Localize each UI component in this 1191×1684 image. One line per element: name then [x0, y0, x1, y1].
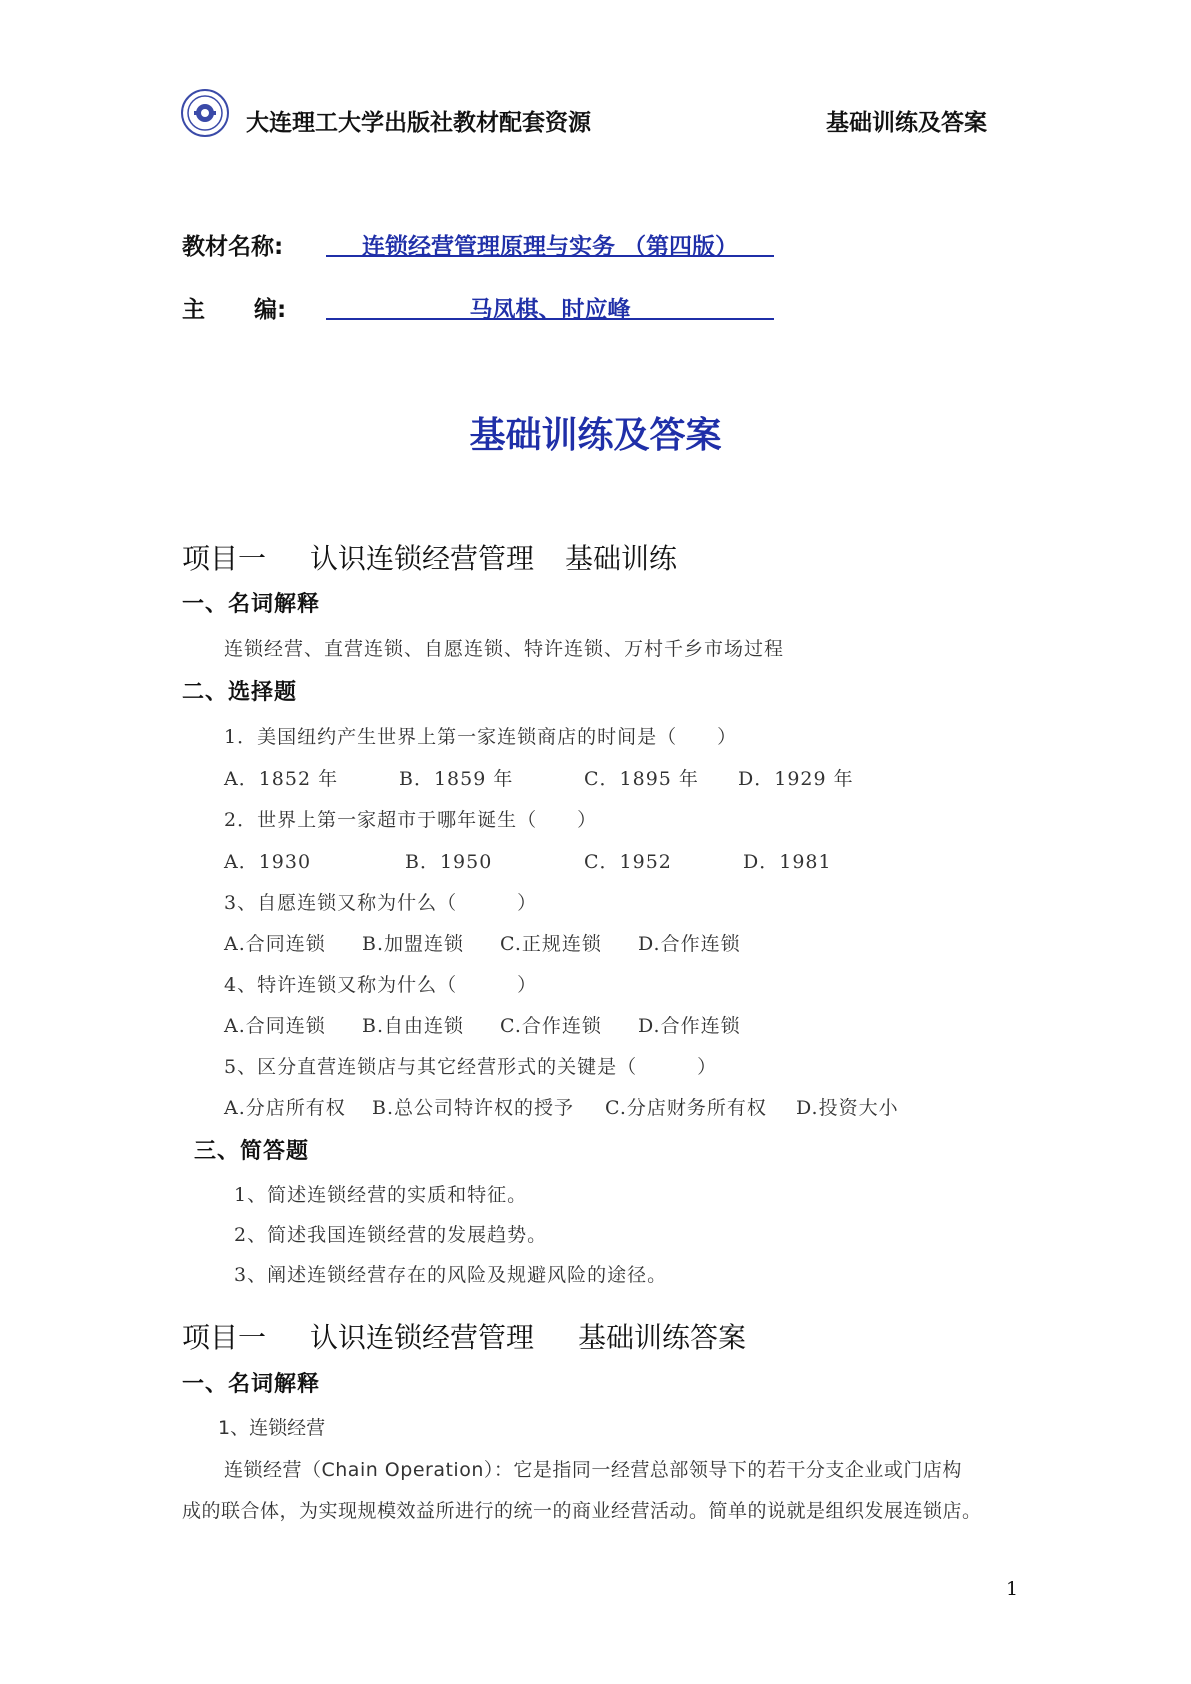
short-answer-heading: 三、简答题	[194, 1138, 310, 1164]
short-question-2: 2、简述我国连锁经营的发展趋势。	[234, 1224, 548, 1246]
terms-text: 连锁经营、直营连锁、自愿连锁、特许连锁、万村千乡市场过程	[224, 638, 785, 660]
q2-option-a: A．1930	[224, 851, 312, 873]
page-title: 基础训练及答案	[469, 415, 722, 456]
textbook-underline	[326, 255, 774, 257]
textbook-title: 连锁经营管理原理与实务 （第四版）	[361, 234, 738, 260]
q4-option-a: A.合同连锁	[224, 1015, 326, 1037]
page-number: 1	[1006, 1578, 1019, 1600]
choice-heading: 二、选择题	[182, 679, 298, 705]
answer-paragraph-line-1: 连锁经营（Chain Operation）：它是指同一经营总部领导下的若干分支企业或门店构	[224, 1459, 962, 1481]
short-question-3: 3、阐述连锁经营存在的风险及规避风险的途径。	[234, 1264, 668, 1286]
q1-option-b: B．1859 年	[399, 768, 514, 790]
question-3: 3、自愿连锁又称为什么（ ）	[224, 892, 538, 914]
q5-option-d: D.投资大小	[796, 1097, 899, 1119]
section1-heading-b: 认识连锁经营管理	[310, 542, 535, 575]
section2-heading-a: 项目一	[182, 1321, 267, 1354]
q1-option-d: D．1929 年	[738, 768, 854, 790]
q5-option-a: A.分店所有权	[224, 1097, 346, 1119]
section2-heading-c: 基础训练答案	[578, 1321, 747, 1354]
editor-names: 马凤棋、时应峰	[469, 297, 631, 323]
publisher-logo	[180, 88, 230, 138]
section2-heading-b: 认识连锁经营管理	[310, 1321, 535, 1354]
question-2: 2．世界上第一家超市于哪年诞生（ ）	[224, 809, 598, 831]
editor-label-2: 编:	[254, 297, 287, 323]
editor-underline	[326, 318, 774, 320]
header-doc-type: 基础训练及答案	[826, 110, 987, 136]
answers-terms-heading: 一、名词解释	[182, 1371, 321, 1397]
q4-option-c: C.合作连锁	[500, 1015, 602, 1037]
question-5: 5、区分直营连锁店与其它经营形式的关键是（ ）	[224, 1056, 718, 1078]
question-1: 1．美国纽约产生世界上第一家连锁商店的时间是（ ）	[224, 726, 738, 748]
q3-option-d: D.合作连锁	[638, 933, 741, 955]
q4-option-d: D.合作连锁	[638, 1015, 741, 1037]
question-4: 4、特许连锁又称为什么（ ）	[224, 974, 538, 996]
q3-option-b: B.加盟连锁	[362, 933, 465, 955]
editor-label-1: 主	[182, 297, 205, 323]
q4-option-b: B.自由连锁	[362, 1015, 465, 1037]
q2-option-d: D．1981	[743, 851, 832, 873]
answer-paragraph-line-2: 成的联合体，为实现规模效益所进行的统一的商业经营活动。简单的说就是组织发展连锁店。	[182, 1500, 982, 1522]
short-question-1: 1、简述连锁经营的实质和特征。	[234, 1184, 528, 1206]
textbook-label: 教材名称:	[182, 234, 284, 260]
q5-option-b: B.总公司特许权的授予	[372, 1097, 575, 1119]
answer-item-1: 1、连锁经营	[218, 1417, 326, 1439]
section1-heading-a: 项目一	[182, 542, 267, 575]
q2-option-b: B．1950	[405, 851, 493, 873]
section1-heading-c: 基础训练	[565, 542, 678, 575]
q2-option-c: C．1952	[584, 851, 672, 873]
q5-option-c: C.分店财务所有权	[605, 1097, 767, 1119]
q1-option-a: A．1852 年	[224, 768, 339, 790]
q3-option-a: A.合同连锁	[224, 933, 326, 955]
publisher-name: 大连理工大学出版社教材配套资源	[246, 110, 591, 136]
terms-heading: 一、名词解释	[182, 591, 321, 617]
q3-option-c: C.正规连锁	[500, 933, 602, 955]
q1-option-c: C．1895 年	[584, 768, 699, 790]
